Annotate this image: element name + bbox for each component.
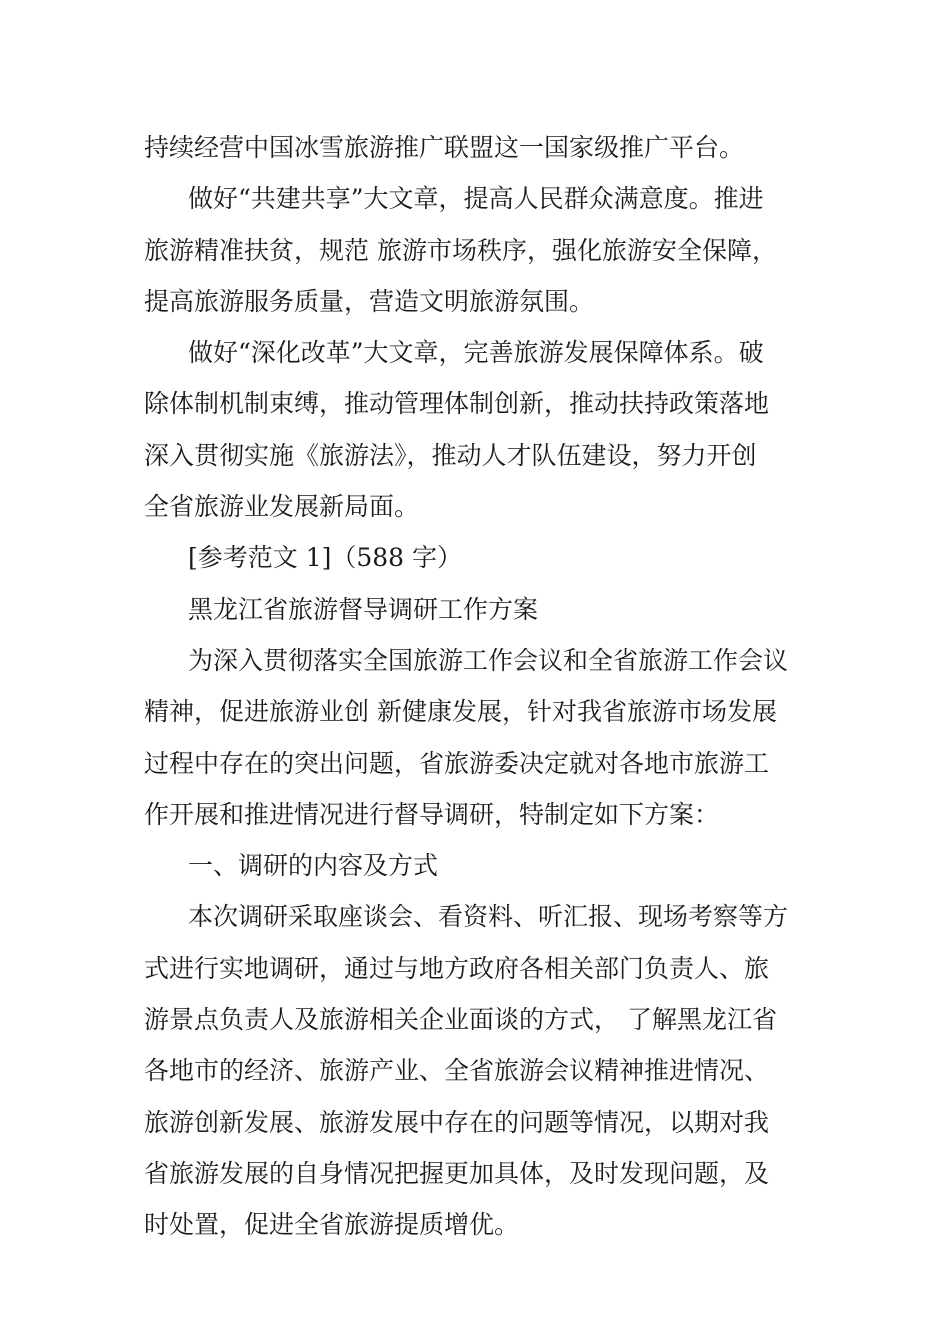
text-line: 旅游精准扶贫，规范 旅游市场秩序，强化旅游安全保障， bbox=[144, 235, 777, 265]
text-line: 提高旅游服务质量，营造文明旅游氛围。 bbox=[144, 286, 595, 316]
reference-heading: [参考范文 1]（588 字） bbox=[188, 543, 463, 573]
subsection-heading: 一、调研的内容及方式 bbox=[188, 851, 439, 881]
text-line: 做好“共建共享”大文章，提高人民群众满意度。推进 bbox=[188, 184, 764, 214]
text-line: 作开展和推进情况进行督导调研，特制定如下方案： bbox=[144, 799, 720, 829]
text-line: 本次调研采取座谈会、看资料、听汇报、现场考察等方 bbox=[188, 902, 789, 932]
text-line: 旅游创新发展、旅游发展中存在的问题等情况，以期对我 bbox=[144, 1107, 770, 1137]
text-line: 除体制机制束缚，推动管理体制创新，推动扶持政策落地 bbox=[144, 389, 770, 419]
text-line: 为深入贯彻落实全国旅游工作会议和全省旅游工作会议 bbox=[188, 645, 789, 675]
text-line: 持续经营中国冰雪旅游推广联盟这一国家级推广平台。 bbox=[144, 133, 745, 162]
text-line: 全省旅游业发展新局面。 bbox=[144, 492, 420, 522]
section-title: 黑龙江省旅游督导调研工作方案 bbox=[188, 594, 539, 624]
text-line: 精神，促进旅游业创 新健康发展，针对我省旅游市场发展 bbox=[144, 697, 777, 727]
text-line: 省旅游发展的自身情况把握更加具体，及时发现问题，及 bbox=[144, 1158, 770, 1188]
text-line: 时处置，促进全省旅游提质增优。 bbox=[144, 1210, 520, 1240]
text-line: 式进行实地调研，通过与地方政府各相关部门负责人、旅 bbox=[144, 953, 770, 983]
text-line: 各地市的经济、旅游产业、全省旅游会议精神推进情况、 bbox=[144, 1056, 770, 1086]
body-text bbox=[144, 122, 809, 1251]
text-line: 深入贯彻实施《旅游法》，推动人才队伍建设，努力开创 bbox=[144, 440, 757, 470]
text-line: 过程中存在的突出问题，省旅游委决定就对各地市旅游工 bbox=[144, 748, 770, 778]
text-line: 游景点负责人及旅游相关企业面谈的方式， 了解黑龙江省 bbox=[144, 1005, 777, 1035]
text-line: 做好“深化改革”大文章，完善旅游发展保障体系。破 bbox=[188, 338, 764, 368]
